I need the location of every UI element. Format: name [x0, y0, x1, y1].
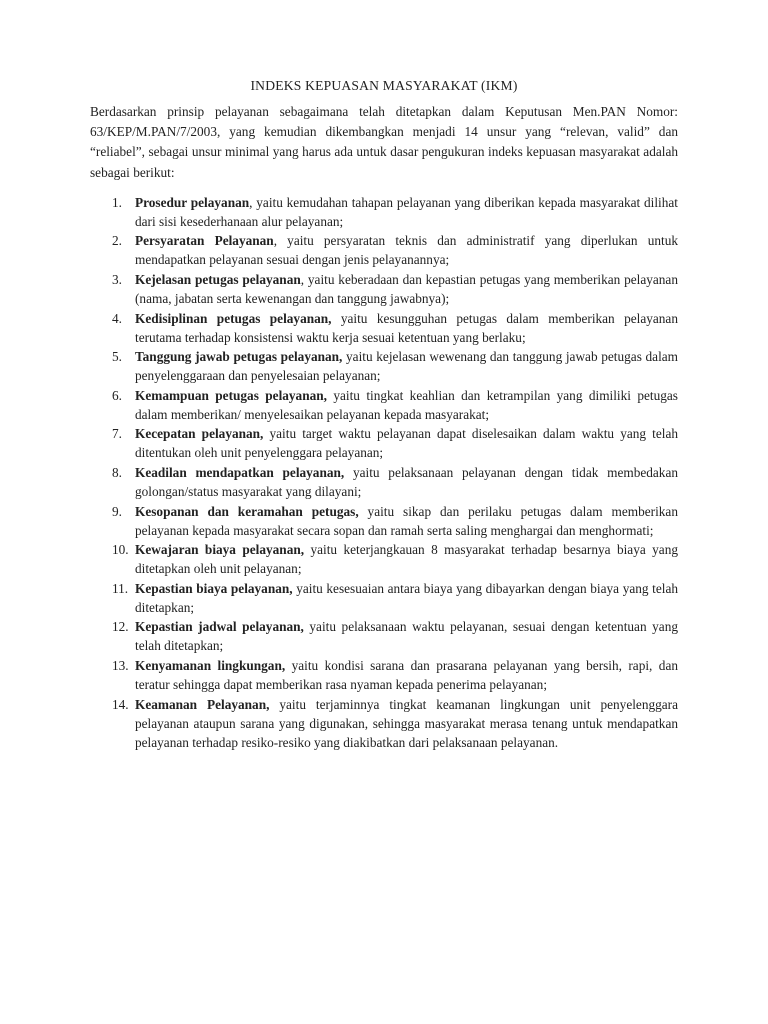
item-number: 4.: [112, 310, 122, 326]
item-number: 13.: [112, 657, 129, 673]
item-term: Keadilan mendapatkan pelayanan,: [135, 464, 345, 480]
list-item: [90, 540, 678, 578]
list-item: [90, 695, 678, 752]
item-term: Kenyamanan lingkungan,: [135, 657, 286, 673]
item-term: Kecepatan pelayanan,: [135, 426, 264, 442]
list-item: [90, 579, 678, 617]
list-item: [90, 424, 678, 462]
list-item: [90, 270, 678, 308]
list-item: [90, 309, 678, 347]
document-title: INDEKS KEPUASAN MASYARAKAT (IKM): [250, 78, 518, 93]
item-term: Keamanan Pelayanan,: [135, 696, 270, 712]
item-text: yaitu kondisi sarana dan prasarana pelayanan yang bersih, rapi, dan teratur sehingga dapat memberikan rasa nyaman kepada penerima pelayanan;: [135, 657, 678, 692]
item-text: , yaitu kemudahan tahapan pelayanan yang diberikan kepada masyarakat dilihat dari sisi kesederhanaan alur pelayanan;: [135, 194, 678, 229]
item-number: 11.: [112, 580, 129, 596]
item-number: 3.: [112, 272, 122, 287]
item-term: Tanggung jawab petugas pelayanan,: [135, 349, 343, 365]
item-text: yaitu pelaksanaan pelayanan dengan tidak membedakan golongan/status masyarakat yang dilayani;: [135, 464, 678, 499]
item-text: yaitu kejelasan wewenang dan tanggung jawab petugas dalam penyelenggaraan dan penyelesaian pelayanan;: [135, 349, 679, 384]
item-term: Persyaratan Pelayanan: [135, 233, 274, 249]
list-item: [90, 386, 678, 424]
item-text: yaitu target waktu pelayanan dapat diselesaikan dalam waktu yang telah ditentukan oleh unit penyelenggara pelayanan;: [135, 426, 679, 461]
item-text: yaitu kesungguhan petugas dalam memberikan pelayanan terutama terhadap konsistensi waktu kerja sesuai ketentuan yang berlaku;: [135, 310, 678, 345]
list-item: [90, 193, 678, 231]
item-text: yaitu sikap dan perilaku petugas dalam memberikan pelayanan kepada masyarakat secara sopan dan ramah serta saling menghargai dan menghormati;: [135, 503, 678, 538]
item-number: 14.: [112, 696, 129, 712]
item-text: , yaitu persyaratan teknis dan administratif yang diperlukan untuk mendapatkan pelayanan sesuai dengan jenis pelayanannya;: [135, 233, 678, 268]
item-text: , yaitu keberadaan dan kepastian petugas yang memberikan pelayanan (nama, jabatan serta kewenangan dan tanggung jawabnya);: [135, 272, 678, 306]
item-number: 6.: [112, 387, 122, 403]
item-number: 2.: [112, 233, 122, 249]
item-text: yaitu tingkat keahlian dan ketrampilan yang dimiliki petugas dalam memberikan/ menyelesaikan pelayanan kepada masyarakat;: [135, 387, 678, 422]
list-item: [90, 502, 678, 540]
item-number: 5.: [112, 349, 122, 365]
item-term: Kemampuan petugas pelayanan,: [135, 387, 327, 403]
item-number: 9.: [112, 503, 122, 519]
item-text: yaitu pelaksanaan waktu pelayanan, sesuai dengan ketentuan yang telah ditetapkan;: [135, 619, 678, 654]
list-item: [90, 656, 678, 694]
item-text: yaitu keterjangkauan 8 masyarakat terhadap besarnya biaya yang ditetapkan oleh unit pelayanan;: [135, 542, 678, 577]
item-term: Kesopanan dan keramahan petugas,: [135, 503, 359, 519]
item-text: yaitu terjaminnya tingkat keamanan lingkungan unit penyelenggara pelayanan ataupun sarana yang digunakan, sehingga masyarakat merasa tenang untuk mendapatkan pelayanan terhadap resiko-resiko yang diakibatkan dari pelaksanaan pelayanan.: [135, 696, 678, 750]
list-item: [90, 231, 678, 269]
list-item: [90, 347, 678, 385]
item-term: Kewajaran biaya pelayanan,: [135, 542, 305, 558]
list-item: [90, 617, 678, 655]
item-term: Kejelasan petugas pelayanan: [135, 272, 301, 287]
criteria-list: [90, 193, 678, 752]
item-term: Kepastian jadwal pelayanan,: [135, 619, 304, 635]
item-number: 1.: [112, 194, 122, 210]
intro-paragraph: Berdasarkan prinsip pelayanan sebagaimana telah ditetapkan dalam Keputusan Men.PAN Nomor: 63/KEP/M.PAN/7/2003, yang kemudian dikembangkan menjadi 14 unsur yang “relevan, valid” dan “reliabel”, sebagai unsur minimal yang harus ada untuk dasar pengukuran indeks kepuasan masyarakat adalah sebagai berikut:: [90, 104, 678, 180]
item-number: 12.: [112, 619, 129, 635]
item-number: 7.: [112, 426, 122, 442]
item-number: 8.: [112, 464, 122, 480]
item-term: Kepastian biaya pelayanan,: [135, 580, 293, 596]
item-number: 10.: [112, 542, 129, 558]
item-text: yaitu kesesuaian antara biaya yang dibayarkan dengan biaya yang telah ditetapkan;: [135, 580, 678, 615]
item-term: Prosedur pelayanan: [135, 194, 250, 210]
item-term: Kedisiplinan petugas pelayanan,: [135, 310, 332, 326]
list-item: [90, 463, 678, 501]
